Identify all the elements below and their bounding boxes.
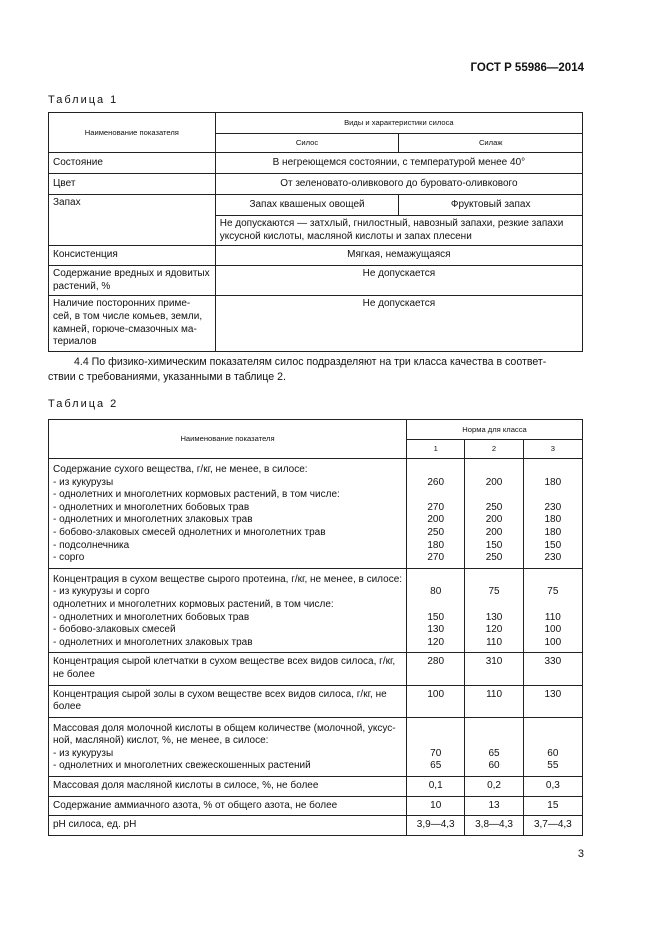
table2-row-label-line: Концентрация сырой клетчатки в сухом веществе всех видов силоса, г/кг, xyxy=(53,656,396,668)
table2-row-label-line: Концентрация в сухом веществе сырого протеина, г/кг, не менее, в силосе: xyxy=(53,573,403,585)
table1-row-smell-common xyxy=(215,216,582,246)
impurities-line: камней, горюче-смазочных ма- xyxy=(53,323,197,335)
table1-row-smell-silo: Запах квашеных овощей xyxy=(215,195,399,216)
table2-value: 250 xyxy=(485,552,503,564)
table2-row-label xyxy=(49,816,407,836)
table1-row-consistency-value: Мягкая, немажущаяся xyxy=(215,246,582,266)
table2-class-1-values xyxy=(407,459,465,569)
smell-common-line: уксусной кислоты, масляной кислоты и запах плесени xyxy=(219,230,472,242)
table2-value: 150 xyxy=(544,539,562,551)
table2-value xyxy=(411,735,460,748)
table1-row-smell-silage: Фруктовый запах xyxy=(399,195,583,216)
table2-row-label-line: - бобово-злаковых смесей xyxy=(53,624,176,636)
table2-value: 130 xyxy=(485,611,503,623)
table2-value: 120 xyxy=(427,636,445,648)
table2-class-3-values xyxy=(523,568,582,653)
table2-class-3-values xyxy=(523,459,582,569)
table2-value: 150 xyxy=(485,539,503,551)
table2-value: 280 xyxy=(427,656,445,668)
table1-row-consistency-name: Консистенция xyxy=(49,246,216,266)
table2-row-label xyxy=(49,717,407,776)
table1-row-harmful-name xyxy=(49,266,216,296)
table2-header-param: Наименование показателя xyxy=(49,420,407,459)
table2-row-label-line: - однолетних и многолетних бобовых трав xyxy=(53,501,250,513)
table2-row-label-line: - однолетних и многолетних злаковых трав xyxy=(53,514,253,526)
table2-row-label-line: pH силоса, ед. pH xyxy=(53,819,137,831)
table2-row-label-line: - бобово-злаковых смесей однолетних и многолетних трав xyxy=(53,526,326,538)
table2-value: 65 xyxy=(430,760,442,772)
table2-class-1-values xyxy=(407,717,465,776)
table2-value: 0,2 xyxy=(487,780,501,792)
table2-value xyxy=(411,489,460,502)
table2-value: 250 xyxy=(427,526,445,538)
table2-caption: Таблица 2 xyxy=(48,398,119,410)
table2-value xyxy=(469,574,518,587)
table2-value: 80 xyxy=(430,586,442,598)
table2-value: 200 xyxy=(427,514,445,526)
table2-value: 100 xyxy=(544,636,562,648)
table2-row-label-line: - сорго xyxy=(53,552,85,564)
table2-class-1-values xyxy=(407,816,465,836)
table2-value: 310 xyxy=(485,656,503,668)
table2-value: 250 xyxy=(485,501,503,513)
table2-value xyxy=(411,574,460,587)
table2-row xyxy=(49,717,583,776)
table2-class-3-values xyxy=(523,685,582,717)
table2-value: 130 xyxy=(427,624,445,636)
table2-value: 100 xyxy=(544,624,562,636)
paragraph-line: 4.4 По физико-химическим показателям силос подразделяют на три класса качества в соответ- xyxy=(74,356,547,368)
table2-row-label-line: более xyxy=(53,701,82,713)
table2-row xyxy=(49,816,583,836)
table2-value: 270 xyxy=(427,552,445,564)
table2-header-class-3: 3 xyxy=(523,440,582,459)
table2-value: 70 xyxy=(430,747,442,759)
table2-class-2-values xyxy=(465,653,523,685)
table2-value: 230 xyxy=(544,552,562,564)
table2-value xyxy=(469,599,518,612)
table2-value: 13 xyxy=(488,799,500,811)
table2-row-label xyxy=(49,568,407,653)
table2-value: 3,7—4,3 xyxy=(533,819,572,831)
table2-value: 330 xyxy=(544,656,562,668)
table2-value: 230 xyxy=(544,501,562,513)
page-number: 3 xyxy=(577,848,584,860)
table1-caption: Таблица 1 xyxy=(48,94,119,106)
table2-value: 200 xyxy=(485,476,503,488)
table2-row-label-line: Содержание сухого вещества, г/кг, не менее, в силосе: xyxy=(53,464,308,475)
table2-value xyxy=(469,464,518,477)
table2-class-2-values xyxy=(465,796,523,816)
table1-row-state-value: В негреющемся состоянии, с температурой менее 40° xyxy=(215,153,582,174)
table2-row-label xyxy=(49,653,407,685)
table2-value: 130 xyxy=(544,688,562,700)
table2-value xyxy=(469,723,518,736)
table2-value xyxy=(469,489,518,502)
table2-value: 60 xyxy=(488,760,500,772)
table2-value: 110 xyxy=(486,636,503,648)
table2-row-label xyxy=(49,685,407,717)
table2-row-label-line: Концентрация сырой золы в сухом веществе всех видов силоса, г/кг, не xyxy=(53,688,387,700)
table2-value: 60 xyxy=(547,747,559,759)
table1-row-harmful-value: Не допускается xyxy=(215,266,582,296)
table2-value xyxy=(528,489,578,502)
table2-row-label-line: Массовая доля масляной кислоты в силосе, %, не более xyxy=(53,780,319,792)
table2-row xyxy=(49,796,583,816)
harmful-line: растений, % xyxy=(53,280,111,292)
table2-value: 15 xyxy=(547,799,559,811)
table2-value: 180 xyxy=(544,514,562,526)
table2-class-3-values xyxy=(523,777,582,797)
table2-value: 55 xyxy=(547,760,559,772)
table2-value xyxy=(528,735,578,748)
table2-row-label-line: - однолетних и многолетних свежескошенных растений xyxy=(53,760,311,772)
table2-row xyxy=(49,685,583,717)
table2-header-class-2: 2 xyxy=(465,440,523,459)
table2-value: 65 xyxy=(488,747,500,759)
table1-header-silo: Силос xyxy=(215,134,399,153)
table2-row-label xyxy=(49,777,407,797)
table2-value: 270 xyxy=(427,501,445,513)
table2-value: 180 xyxy=(544,476,562,488)
table1-row-smell-name: Запах xyxy=(49,195,216,246)
table1-header-group: Виды и характеристики силоса xyxy=(215,113,582,134)
table2-row-label-line: - из кукурузы xyxy=(53,476,114,488)
harmful-line: Содержание вредных и ядовитых xyxy=(53,268,210,280)
table2-value: 0,3 xyxy=(545,780,560,792)
table2-header-norm: Норма для класса xyxy=(407,420,583,440)
table2-value: 3,8—4,3 xyxy=(475,819,513,831)
table1-row-color-name: Цвет xyxy=(49,174,216,195)
table2-value: 150 xyxy=(427,611,445,623)
table2-row-label-line: Массовая доля молочной кислоты в общем количестве (молочной, уксус- xyxy=(53,722,396,734)
table2-row-label-line: однолетних и многолетних кормовых растений, в том числе: xyxy=(53,598,334,610)
table1 xyxy=(48,112,583,352)
table2-value: 100 xyxy=(427,688,445,700)
table2-value: 180 xyxy=(544,526,562,538)
table2-row-label-line: Содержание аммиачного азота, % от общего азота, не более xyxy=(53,799,338,811)
table1-row-state-name: Состояние xyxy=(49,153,216,174)
table2-row-label-line: - подсолнечника xyxy=(53,539,130,551)
table2-row-label-line: ной, масляной) кислот, %, не менее, в силосе: xyxy=(53,735,269,747)
table2-value: 110 xyxy=(486,688,503,700)
table2-row xyxy=(49,653,583,685)
table2-class-2-values xyxy=(465,459,523,569)
impurities-line: Наличие посторонних приме- xyxy=(53,298,191,310)
table2-class-1-values xyxy=(407,777,465,797)
impurities-line: сей, в том числе комьев, земли, xyxy=(53,310,203,322)
table2-class-3-values xyxy=(523,796,582,816)
table2-row xyxy=(49,568,583,653)
table2-class-1-values xyxy=(407,653,465,685)
table2-row-label-line: не более xyxy=(53,668,95,680)
table2-value: 200 xyxy=(485,514,503,526)
table2-row-label-line: - однолетних и многолетних бобовых трав xyxy=(53,611,250,623)
table2-value xyxy=(469,735,518,748)
table2-value: 75 xyxy=(488,586,500,598)
table2-value: 3,9—4,3 xyxy=(416,819,455,831)
table2 xyxy=(48,419,583,836)
table2-class-2-values xyxy=(465,568,523,653)
table2-value: 260 xyxy=(427,476,445,488)
table2-row-label xyxy=(49,459,407,569)
table2-value: 200 xyxy=(485,526,503,538)
table2-class-3-values xyxy=(523,717,582,776)
paragraph-line: ствии с требованиями, указанными в таблице 2. xyxy=(48,371,286,383)
standard-number: ГОСТ Р 55986—2014 xyxy=(470,62,584,74)
table2-class-2-values xyxy=(465,777,523,797)
table1-row-impurities-name xyxy=(49,296,216,351)
impurities-line: териалов xyxy=(53,336,97,348)
table2-value: 180 xyxy=(427,539,445,551)
table2-value xyxy=(528,723,578,736)
table2-value xyxy=(411,723,460,736)
table2-header-class-1: 1 xyxy=(407,440,465,459)
table1-header-silage: Силаж xyxy=(399,134,583,153)
table2-value xyxy=(528,599,578,612)
table2-class-2-values xyxy=(465,717,523,776)
table2-value xyxy=(411,464,460,477)
table2-value: 75 xyxy=(547,586,559,598)
table1-row-impurities-value: Не допускается xyxy=(215,296,582,351)
paragraph-4-4 xyxy=(48,355,583,385)
table2-row-label-line: - однолетних и многолетних злаковых трав xyxy=(53,636,253,648)
table2-value xyxy=(528,574,578,587)
table2-row xyxy=(49,459,583,569)
table2-value: 120 xyxy=(485,624,503,636)
table2-row-label-line: - из кукурузы и сорго xyxy=(53,586,150,598)
table2-value xyxy=(411,599,460,612)
smell-common-line: Не допускаются — затхлый, гнилостный, навозный запахи, резкие запахи xyxy=(219,218,564,229)
table2-class-3-values xyxy=(523,816,582,836)
table2-value xyxy=(528,464,578,477)
table2-class-2-values xyxy=(465,816,523,836)
table2-row xyxy=(49,777,583,797)
table2-row-label-line: - однолетних и многолетних кормовых растений, в том числе: xyxy=(53,489,340,501)
table2-value: 110 xyxy=(544,611,561,623)
table2-row-label-line: - из кукурузы xyxy=(53,747,114,759)
table2-value: 10 xyxy=(430,799,442,811)
table2-row-label xyxy=(49,796,407,816)
table1-header-param: Наименование показателя xyxy=(49,113,216,153)
table2-class-1-values xyxy=(407,796,465,816)
table2-class-1-values xyxy=(407,568,465,653)
table2-class-2-values xyxy=(465,685,523,717)
table2-value: 0,1 xyxy=(428,780,443,792)
table1-row-color-value: От зеленовато-оливкового до буровато-оливкового xyxy=(215,174,582,195)
table2-class-3-values xyxy=(523,653,582,685)
table2-class-1-values xyxy=(407,685,465,717)
